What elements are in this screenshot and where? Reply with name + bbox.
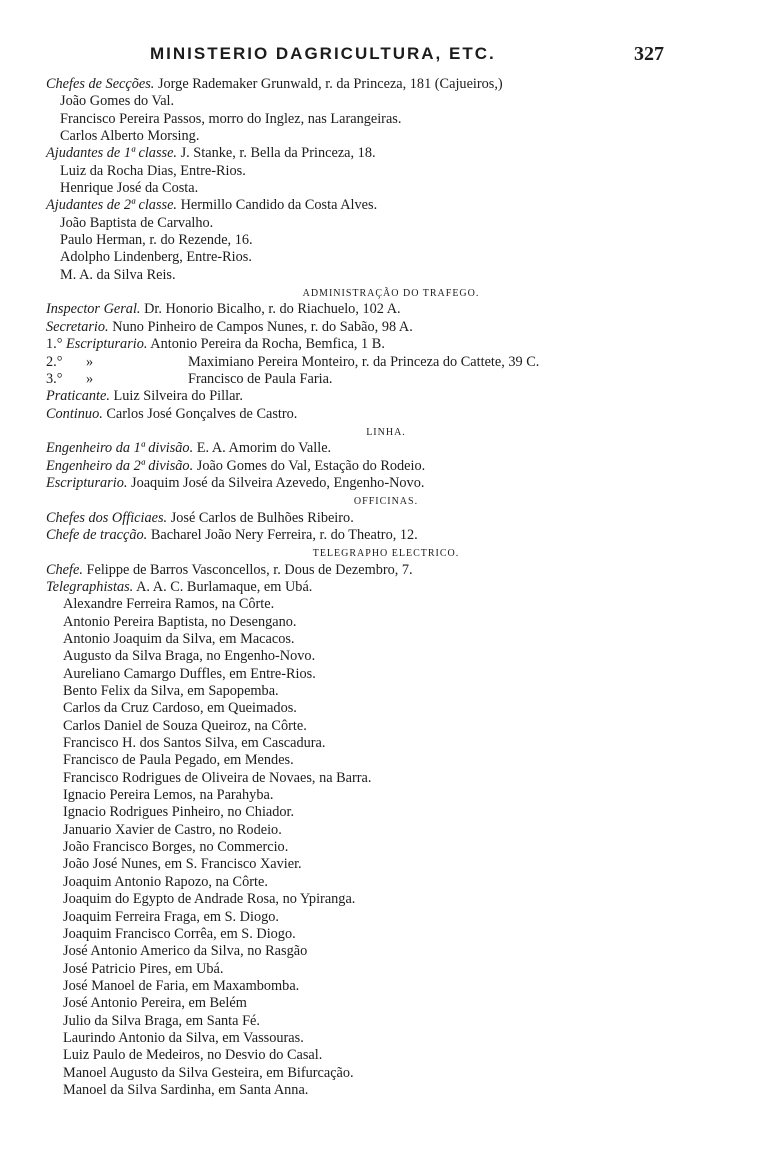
entry-telegraphistas [46, 579, 726, 596]
entry-chefe-telegrapho [46, 562, 726, 579]
ordinal: 3.° [46, 370, 63, 387]
entry-text: Felippe de Barros Vasconcellos, r. Dous de Dezembro, 7. [86, 561, 413, 578]
telegraphist-line: Antonio Joaquim da Silva, em Macacos. [63, 631, 295, 647]
telegraphist-line: José Patricio Pires, em Ubá. [63, 960, 224, 977]
entry-text: Carlos José Gonçalves de Castro. [106, 405, 298, 422]
page-body [46, 76, 726, 1099]
entry-label: Ajudantes de 2ª classe. [46, 197, 178, 214]
name-line: M. A. da Silva Reis. [60, 266, 176, 283]
telegraphist-line: Joaquim Francisco Corrêa, em S. Diogo. [63, 925, 296, 942]
name-line: João Baptista de Carvalho. [60, 214, 214, 231]
telegraphist-line: Alexandre Ferreira Ramos, na Côrte. [63, 596, 275, 613]
telegraphist-line: Januario Xavier de Castro, no Rodeio. [63, 821, 282, 838]
entry-text: Dr. Honorio Bicalho, r. do Riachuelo, 102 A. [144, 301, 401, 318]
telegraphist-line: Francisco Rodrigues de Oliveira de Novaes, na Barra. [63, 769, 372, 786]
ditto-mark: » [86, 370, 94, 387]
name-line: Adolpho Lindenberg, Entre-Rios. [60, 249, 252, 266]
entry-ajudantes-2 [46, 197, 726, 214]
entry-text: José Carlos de Bulhões Ribeiro. [170, 509, 354, 526]
entry-continuo [46, 406, 726, 423]
entry-text: Luiz Silveira do Pillar. [113, 388, 243, 405]
telegraphist-line: Julio da Silva Braga, em Santa Fé. [63, 1012, 260, 1029]
telegraphist-line: Carlos da Cruz Cardoso, em Queimados. [63, 700, 297, 717]
entry-label: Praticante. [46, 388, 110, 405]
entry-secretario [46, 319, 726, 336]
entry-escripturario-linha [46, 475, 726, 492]
ditto-mark: » [86, 353, 94, 370]
entry-text: Jorge Rademaker Grunwald, r. da Princeza, 181 (Cajueiros,) [157, 76, 503, 92]
entry-label: Chefe de tracção. [46, 526, 148, 543]
name-line: Henrique José da Costa. [60, 180, 199, 197]
telegraphist-line: Ignacio Pereira Lemos, na Parahyba. [63, 787, 274, 804]
page-header [0, 44, 757, 70]
entry-engenheiro-1 [46, 440, 726, 457]
entry-text: João Gomes do Val, Estação do Rodeio. [196, 457, 426, 474]
entry-label: Ajudantes de 1ª classe. [46, 145, 178, 162]
telegraphist-line: José Antonio Pereira, em Belém [63, 995, 247, 1012]
telegraphist-line: Carlos Daniel de Souza Queiroz, na Côrte. [63, 717, 307, 734]
telegraphist-line: João José Nunes, em S. Francisco Xavier. [63, 856, 302, 873]
telegraphist-line: João Francisco Borges, no Commercio. [63, 839, 289, 856]
name-line: Paulo Herman, r. do Rezende, 16. [60, 232, 253, 249]
page-number: 327 [634, 43, 664, 65]
entry-label: Inspector Geral. [46, 301, 141, 318]
entry-chefes-officiaes [46, 510, 726, 527]
telegraphist-line: Antonio Pereira Baptista, no Desengano. [63, 613, 297, 630]
section-heading-telegrapho: TELEGRAPHO ELECTRICO. [312, 548, 460, 560]
telegraphist-line: Joaquim Antonio Rapozo, na Côrte. [63, 873, 268, 890]
entry-text: Antonio Pereira da Rocha, Bemfica, 1 B. [150, 336, 385, 353]
entry-text: Maximiano Pereira Monteiro, r. da Princeza do Cattete, 39 C. [188, 353, 540, 370]
entry-text: Bacharel João Nery Ferreira, r. do Theatro, 12. [150, 526, 418, 543]
section-heading-linha: LINHA. [366, 426, 406, 438]
entry-praticante [46, 388, 726, 405]
entry-text: J. Stanke, r. Bella da Princeza, 18. [180, 145, 376, 162]
entry-escripturario-1 [46, 336, 726, 353]
telegraphist-line: Aureliano Camargo Duffles, em Entre-Rios. [63, 665, 316, 682]
entry-engenheiro-2 [46, 458, 726, 475]
telegraphist-line: Manoel da Silva Sardinha, em Santa Anna. [63, 1081, 309, 1098]
entry-label: Chefes de Secções. [46, 76, 155, 92]
entry-inspector [46, 301, 726, 318]
entry-label: Escripturario. [66, 336, 148, 353]
entry-label: Chefe. [46, 561, 83, 578]
entry-text: Nuno Pinheiro de Campos Nunes, r. do Sabão, 98 A. [112, 318, 413, 335]
entry-text: Joaquim José da Silveira Azevedo, Engenho-Novo. [131, 474, 425, 491]
name-line: Francisco Pereira Passos, morro do Inglez, nas Larangeiras. [60, 110, 402, 127]
name-line: Carlos Alberto Morsing. [60, 128, 200, 145]
entry-text: Hermillo Candido da Costa Alves. [180, 197, 378, 214]
telegraphist-line: Joaquim do Egypto de Andrade Rosa, no Ypiranga. [63, 891, 356, 908]
telegraphist-line: José Manoel de Faria, em Maxambomba. [63, 977, 300, 994]
name-line: Luiz da Rocha Dias, Entre-Rios. [60, 162, 246, 179]
ordinal: 1.° [46, 336, 63, 353]
telegraphist-line: Bento Felix da Silva, em Sapopemba. [63, 683, 279, 700]
entry-chefes-seccoes [46, 76, 726, 93]
telegraphist-line: Augusto da Silva Braga, no Engenho-Novo. [63, 648, 316, 665]
telegraphist-line: Joaquim Ferreira Fraga, em S. Diogo. [63, 908, 279, 925]
entry-chefe-traccao [46, 527, 726, 544]
entry-label: Escripturario. [46, 474, 128, 491]
name-line: João Gomes do Val. [60, 93, 175, 110]
entry-label: Engenheiro da 1ª divisão. [46, 440, 194, 457]
entry-escripturario-2 [46, 354, 726, 371]
entry-text: Francisco de Paula Faria. [188, 370, 333, 387]
telegraphist-line: Laurindo Antonio da Silva, em Vassouras. [63, 1029, 304, 1046]
entry-escripturario-3 [46, 371, 726, 388]
ordinal: 2.° [46, 353, 63, 370]
entry-label: Engenheiro da 2ª divisão. [46, 457, 194, 474]
telegraphist-line: Luiz Paulo de Medeiros, no Desvio do Casal. [63, 1047, 323, 1064]
telegraphist-line: Ignacio Rodrigues Pinheiro, no Chiador. [63, 804, 295, 821]
entry-ajudantes-1 [46, 145, 726, 162]
entry-label: Telegraphistas. [46, 578, 134, 595]
telegraphist-line: José Antonio Americo da Silva, no Rasgão [63, 943, 308, 960]
entry-text: A. A. C. Burlamaque, em Ubá. [136, 578, 313, 595]
entry-label: Chefes dos Officiaes. [46, 509, 168, 526]
section-heading-officinas: OFFICINAS. [353, 496, 419, 508]
section-heading-trafego: ADMINISTRAÇÃO DO TRAFEGO. [302, 288, 480, 300]
telegraphist-line: Francisco de Paula Pegado, em Mendes. [63, 752, 294, 769]
entry-label: Continuo. [46, 405, 103, 422]
telegraphist-line: Manoel Augusto da Silva Gesteira, em Bifurcação. [63, 1064, 354, 1081]
telegraphist-line: Francisco H. dos Santos Silva, em Cascadura. [63, 735, 326, 752]
running-title: MINISTERIO DAGRICULTURA, ETC. [150, 44, 496, 63]
entry-text: E. A. Amorim do Valle. [196, 440, 332, 457]
entry-label: Secretario. [46, 318, 109, 335]
